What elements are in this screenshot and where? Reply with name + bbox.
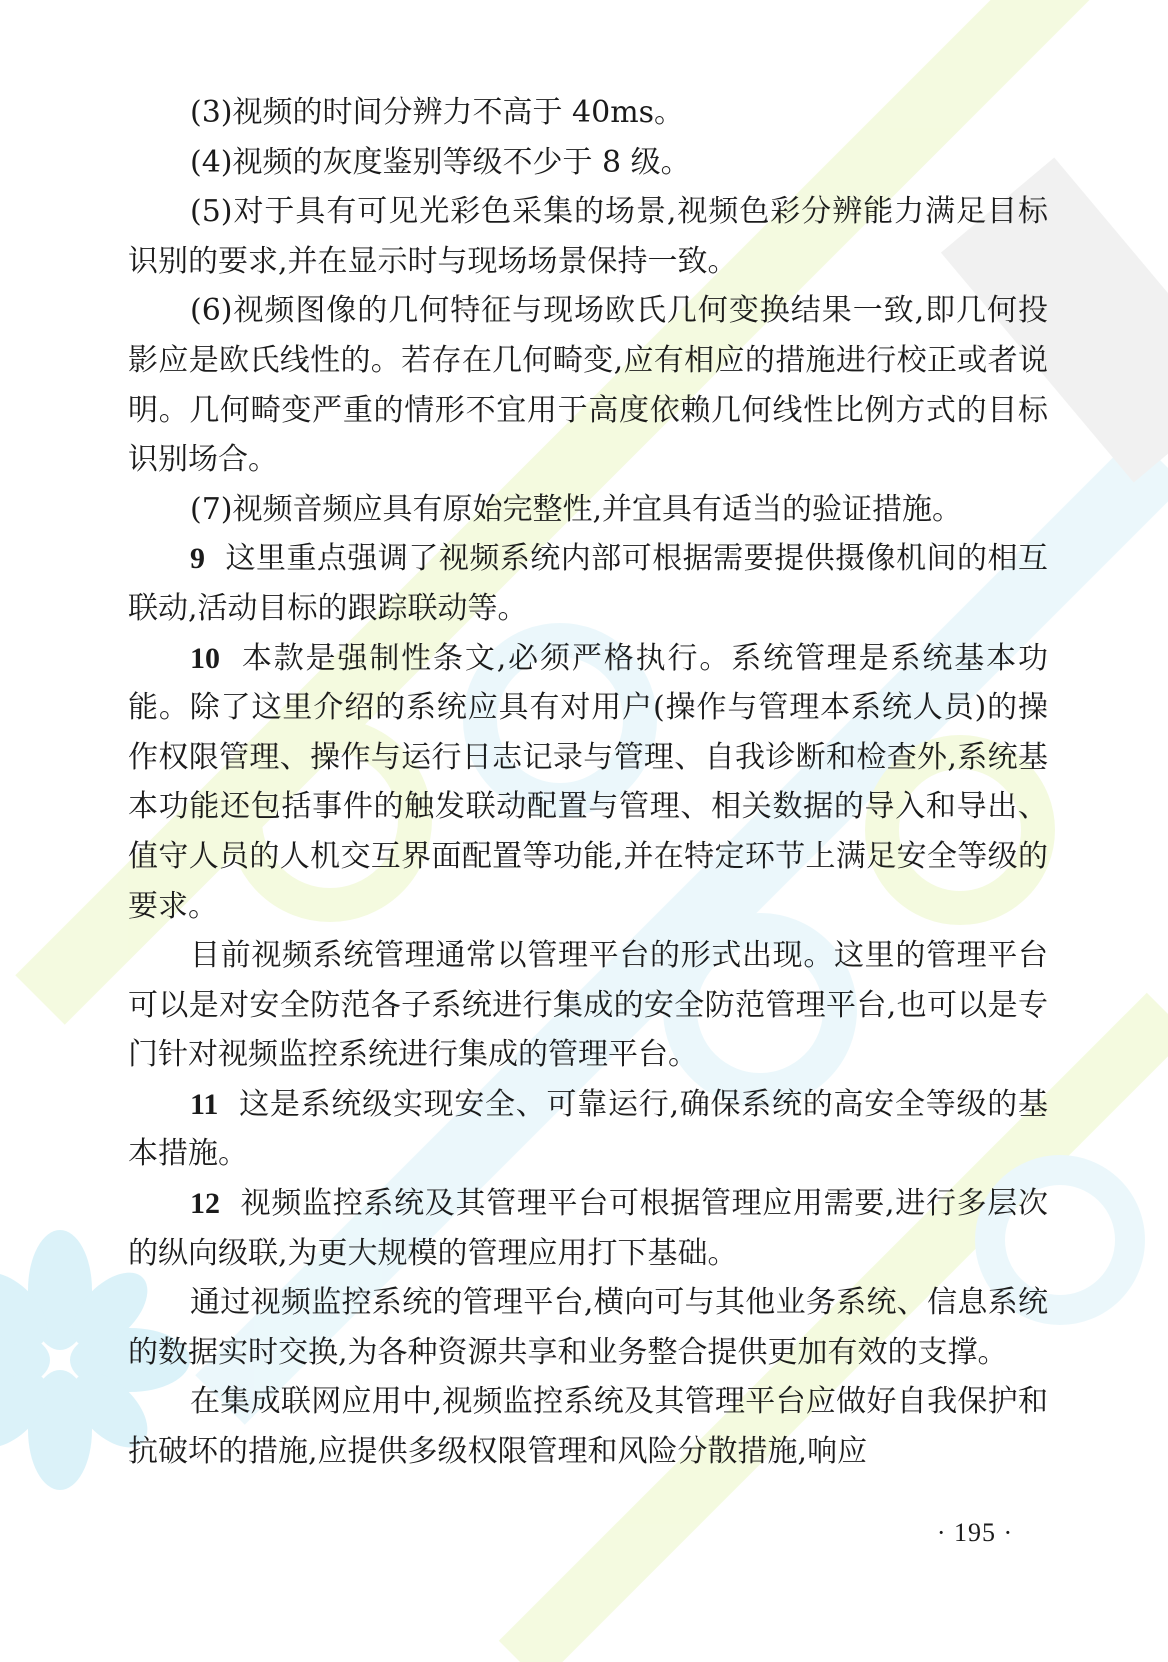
paragraph-text: (3)视频的时间分辨力不高于 40ms。 — [190, 95, 685, 130]
paragraph-text: 通过视频监控系统的管理平台,横向可与其他业务系统、信息系统的数据实时交换,为各种资源共享和业务整合提供更加有效的支撑。 — [128, 1285, 1048, 1370]
paragraph-4 — [128, 286, 1048, 484]
paragraph-3 — [128, 187, 1048, 286]
paragraph-text: 目前视频系统管理通常以管理平台的形式出现。这里的管理平台可以是对安全防范各子系统进行集成的安全防范管理平台,也可以是专门针对视频监控系统进行集成的管理平台。 — [128, 938, 1048, 1073]
clause-number: 10 — [190, 641, 220, 675]
clause-number: 11 — [190, 1087, 219, 1121]
clause-number: 12 — [190, 1187, 220, 1221]
paragraph-text: (7)视频音频应具有原始完整性,并宜具有适当的验证措施。 — [190, 491, 963, 527]
clause-9 — [128, 534, 1048, 633]
clause-11 — [128, 1080, 1048, 1179]
clause-12 — [128, 1179, 1048, 1278]
paragraph-text: 本款是强制性条文,必须严格执行。系统管理是系统基本功能。除了这里介绍的系统应具有对用户(操作与管理本系统人员)的操作权限管理、操作与运行日志记录与管理、自我诊断和检查外,系统基本功能还包括事件的触发联动配置与管理、相关数据的导入和导出、值守人员的人机交互界面配置等功能,并在特定环节上满足安全等级的要求。 — [128, 640, 1048, 924]
paragraph-12 — [128, 1377, 1048, 1476]
paragraph-8 — [128, 931, 1048, 1080]
body-text — [128, 88, 1048, 1477]
page-number: · 195 · — [936, 1518, 1014, 1547]
paragraph-text: 这里重点强调了视频系统内部可根据需要提供摄像机间的相互联动,活动目标的跟踪联动等。 — [128, 541, 1048, 626]
paragraph-text: (5)对于具有可见光彩色采集的场景,视频色彩分辨能力满足目标识别的要求,并在显示时与现场场景保持一致。 — [128, 194, 1048, 279]
clause-10 — [128, 634, 1048, 932]
paragraph-1 — [128, 88, 1048, 138]
paragraph-2 — [128, 138, 1048, 188]
paragraph-5 — [128, 485, 1048, 535]
paragraph-text: (6)视频图像的几何特征与现场欧氏几何变换结果一致,即几何投影应是欧氏线性的。若存在几何畸变,应有相应的措施进行校正或者说明。几何畸变严重的情形不宜用于高度依赖几何线性比例方式的目标识别场合。 — [128, 293, 1048, 478]
paragraph-text: 这是系统级实现安全、可靠运行,确保系统的高安全等级的基本措施。 — [128, 1086, 1048, 1172]
paragraph-text: (4)视频的灰度鉴别等级不少于 8 级。 — [190, 144, 691, 180]
clause-number: 9 — [190, 542, 205, 576]
paragraph-11 — [128, 1278, 1048, 1377]
paragraph-text: 在集成联网应用中,视频监控系统及其管理平台应做好自我保护和抗破坏的措施,应提供多级权限管理和风险分散措施,响应 — [128, 1384, 1048, 1470]
paragraph-text: 视频监控系统及其管理平台可根据管理应用需要,进行多层次的纵向级联,为更大规模的管理应用打下基础。 — [128, 1186, 1048, 1271]
